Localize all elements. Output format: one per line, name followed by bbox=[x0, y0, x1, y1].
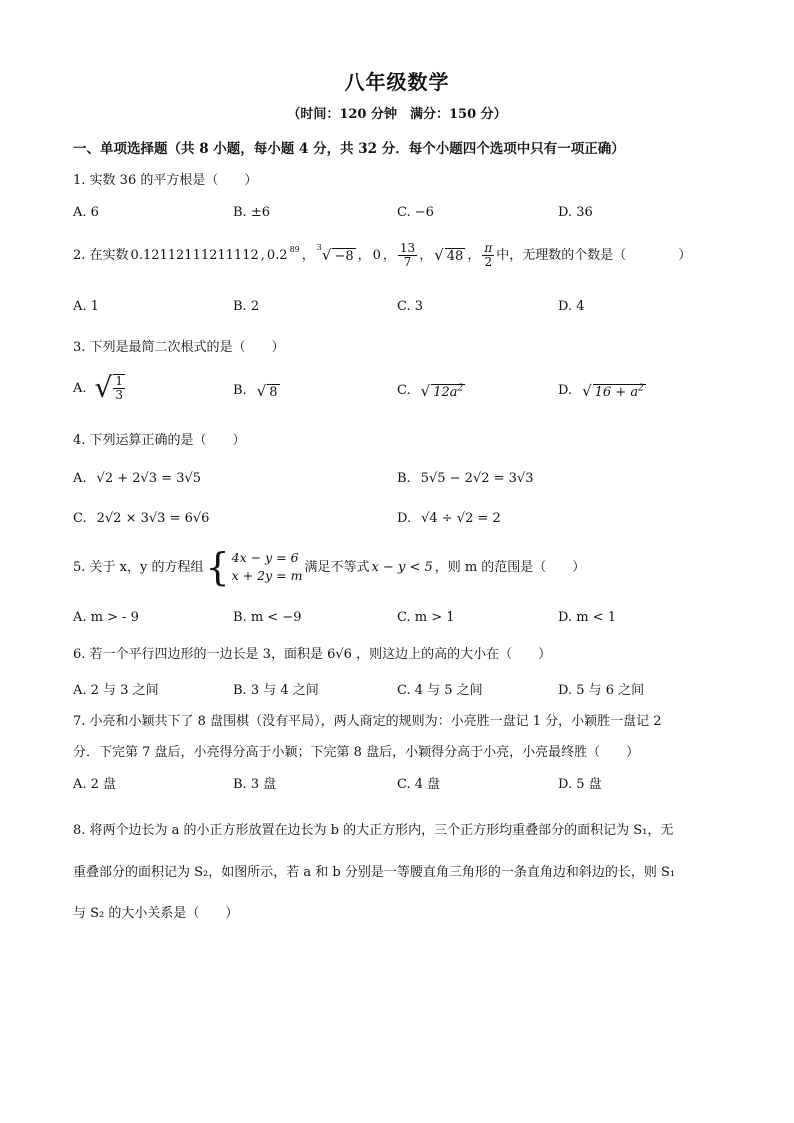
question-2-suffix: 中，无理数的个数是（ ） bbox=[496, 248, 692, 264]
question-7-option-d: D. 5 盘 bbox=[558, 777, 602, 792]
question-7-line-2: 分．下完第 7 盘后，小亮得分高于小颖；下完第 8 盘后，小颖得分高于小亮，小亮最终胜（ ） bbox=[73, 745, 640, 760]
question-7-line-1: 7. 小亮和小颖共下了 8 盘围棋（没有平局），两人商定的规则为：小亮胜一盘记 1 分，小颖胜一盘记 2 bbox=[73, 714, 662, 729]
question-1-option-d: D. 36 bbox=[558, 205, 593, 220]
question-2-zero: 0 bbox=[372, 248, 381, 264]
question-3-option-c: C. √ $12a^2$ bbox=[397, 382, 464, 400]
option-label: A. bbox=[73, 380, 87, 396]
question-2-option-c: C. 3 bbox=[397, 299, 424, 314]
question-7-option-c: C. 4 盘 bbox=[397, 777, 441, 792]
question-2-fraction-numerator: 13 bbox=[399, 241, 416, 255]
question-4-c-expression: 2√2 × 3√3 = 6√6 bbox=[96, 511, 210, 526]
brace-icon: { bbox=[205, 545, 230, 589]
question-3-option-d: D. √ $16 + a^2$ bbox=[558, 382, 644, 400]
question-6-option-b: B. 3 与 4 之间 bbox=[233, 683, 319, 698]
question-3-d-radicand: 16 + a bbox=[594, 385, 639, 400]
equation-2: x + 2y = m bbox=[231, 568, 303, 583]
question-6-option-d: D. 5 与 6 之间 bbox=[558, 683, 645, 698]
question-8-line-3: 与 S₂ 的大小关系是（ ） bbox=[73, 906, 239, 921]
question-3-a-numerator: 1 bbox=[115, 374, 124, 388]
inequality: x − y < 5 bbox=[371, 559, 433, 575]
question-2-option-d: D. 4 bbox=[558, 299, 585, 314]
equation-1: 4x − y = 6 bbox=[231, 549, 299, 565]
question-8-line-1: 8. 将两个边长为 a 的小正方形放置在边长为 b 的大正方形内，三个正方形均重叠部分的面积记为 S₁，无 bbox=[73, 823, 674, 838]
question-7-option-a: A. 2 盘 bbox=[73, 777, 117, 792]
question-2-option-a: A. 1 bbox=[73, 299, 99, 314]
question-2-cbrt-index: 3 bbox=[316, 242, 322, 252]
question-4-option-a bbox=[73, 472, 201, 485]
question-2-number-2: 0.2 bbox=[266, 248, 288, 264]
question-4-b-expression: 5√5 − 2√2 = 3√3 bbox=[420, 471, 534, 486]
question-6-suffix: ，则这边上的高的大小在（ ） bbox=[356, 647, 552, 662]
option-label: A. bbox=[73, 471, 87, 486]
question-7-option-b: B. 3 盘 bbox=[233, 777, 277, 792]
question-6-area: 6√6 bbox=[327, 647, 352, 662]
question-6-stem bbox=[73, 648, 551, 661]
question-2-cbrt-radicand: −8 bbox=[334, 249, 354, 265]
question-1-stem: 1. 实数 36 的平方根是（ ） bbox=[73, 173, 258, 188]
question-3-a-denominator: 3 bbox=[115, 388, 124, 403]
question-5-stem bbox=[73, 545, 586, 589]
question-6-option-a: A. 2 与 3 之间 bbox=[73, 683, 159, 698]
question-4-option-d bbox=[397, 512, 501, 525]
question-4-option-b bbox=[397, 472, 533, 485]
question-1-option-a: A. 6 bbox=[73, 205, 99, 220]
question-3-b-radicand: 8 bbox=[269, 385, 278, 400]
question-2-pi: π bbox=[484, 241, 493, 255]
question-6-prefix: 6. 若一个平行四边形的一边长是 3，面积是 bbox=[73, 647, 323, 662]
question-3-stem: 3. 下列是最简二次根式的是（ ） bbox=[73, 340, 285, 355]
question-2-repeating-digits: 89 bbox=[289, 244, 300, 254]
question-6-option-c: C. 4 与 5 之间 bbox=[397, 683, 483, 698]
question-4-option-c bbox=[73, 512, 209, 525]
question-3-option-a: A. √ $\frac{1}{3}$ bbox=[73, 371, 124, 405]
section-heading: 一、单项选择题（共 8 小题，每小题 4 分，共 32 分．每个小题四个选项中只有一项正确） bbox=[73, 141, 625, 157]
option-label: B. bbox=[233, 383, 247, 398]
question-2-option-b: B. 2 bbox=[233, 299, 260, 314]
option-label: B. bbox=[397, 471, 411, 486]
question-2-prefix: 2. 在实数 bbox=[73, 248, 129, 264]
question-2-number-1: 0.12112111211112 bbox=[130, 248, 259, 264]
question-2-pi-fraction bbox=[482, 242, 494, 269]
question-5-option-a: A. m > - 9 bbox=[73, 610, 139, 625]
question-5-suffix: ，则 m 的范围是（ ） bbox=[434, 559, 586, 575]
question-5-option-c: C. m > 1 bbox=[397, 610, 455, 625]
option-label: D. bbox=[558, 383, 573, 398]
exam-info: （时间：120 分钟 满分：150 分） bbox=[287, 107, 507, 122]
question-4-a-expression: √2 + 2√3 = 3√5 bbox=[96, 471, 202, 486]
option-label: C. bbox=[397, 383, 411, 398]
question-2-fraction bbox=[398, 242, 417, 269]
question-2-fraction-denominator: 7 bbox=[403, 255, 412, 270]
question-4-stem: 4. 下列运算正确的是（ ） bbox=[73, 433, 246, 448]
option-label: C. bbox=[73, 511, 87, 526]
question-5-mid: 满足不等式 bbox=[304, 559, 370, 575]
question-1-option-b: B. ±6 bbox=[233, 205, 270, 220]
option-label: D. bbox=[397, 511, 412, 526]
question-8-line-2: 重叠部分的面积记为 S₂，如图所示，若 a 和 b 分别是一等腰直角三角形的一条直角边和斜边的长，则 S₁ bbox=[73, 865, 676, 880]
question-5-option-b: B. m < −9 bbox=[233, 610, 302, 625]
question-1-option-c: C. −6 bbox=[397, 205, 434, 220]
page-title: 八年级数学 bbox=[344, 70, 450, 94]
question-4-d-expression: √4 ÷ √2 = 2 bbox=[421, 511, 501, 526]
question-5-option-d: D. m < 1 bbox=[558, 610, 616, 625]
equation-system bbox=[232, 549, 303, 585]
question-3-c-radicand: 12a bbox=[433, 385, 458, 400]
question-2-pi-denominator: 2 bbox=[484, 255, 493, 270]
question-2-stem: 2. 在实数 0.12112111211112 , 0.2 $^{89}$ ， $^3$√ −8 ， 0 ， $\frac{13}{7}$ ， √ 48 ， $\frac{\pi}{2}$ 中，无理数的个数是（ ） bbox=[73, 241, 692, 270]
question-5-prefix: 5. 关于 x，y 的方程组 bbox=[73, 559, 204, 575]
question-3-option-b: B. √ 8 bbox=[233, 382, 278, 400]
question-2-sqrt-radicand: 48 bbox=[446, 249, 464, 265]
